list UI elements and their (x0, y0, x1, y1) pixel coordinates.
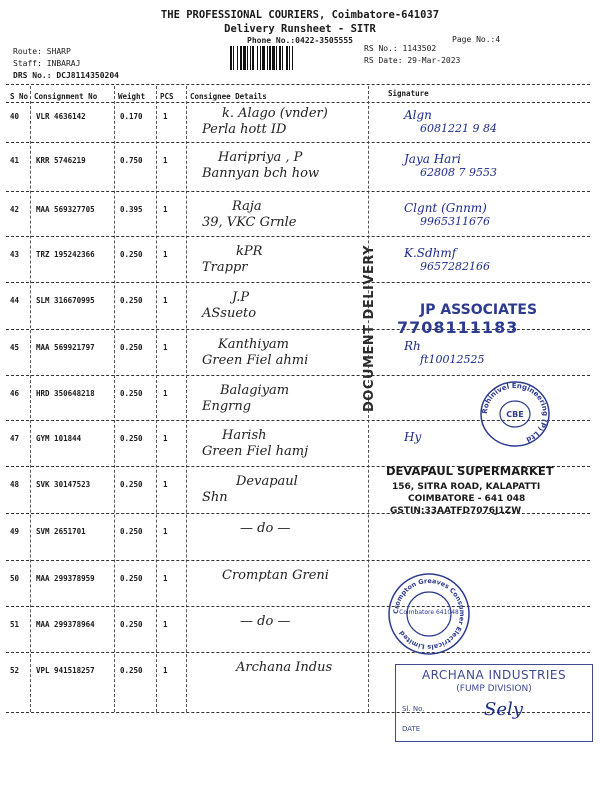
archana-division: (FUMP DIVISION) (456, 684, 532, 694)
row-divider (6, 236, 590, 237)
row-sno: 49 (10, 527, 20, 536)
row-sno: 50 (10, 574, 20, 583)
row-consignment-no: KRR 5746219 (36, 156, 86, 165)
row-consignment-no: SVM 2651701 (36, 527, 86, 536)
archana-date-label: DATE (402, 725, 421, 733)
row-pcs: 1 (163, 389, 168, 398)
row-pcs: 1 (163, 250, 168, 259)
row-consignment-no: MAA 569921797 (36, 343, 95, 352)
row-consignee-name: Haripriya , P (218, 150, 303, 165)
row-sno: 45 (10, 343, 20, 352)
row-pcs: 1 (163, 156, 168, 165)
row-signature: Hy (404, 430, 422, 444)
archana-industries-stamp (395, 664, 593, 742)
document-delivery-stamp: DOCUMENT DELIVERY (361, 244, 377, 412)
row-consignment-no: SLM 316670995 (36, 296, 95, 305)
row-weight: 0.250 (120, 480, 143, 489)
row-weight: 0.250 (120, 343, 143, 352)
row-consignee-address: Shn (202, 490, 228, 505)
row-weight: 0.250 (120, 574, 143, 583)
row-pcs: 1 (163, 343, 168, 352)
row-consignee-name: Balagiyam (220, 383, 290, 398)
route-label: Route: SHARP (13, 47, 71, 56)
row-consignee-name: Archana Indus (236, 660, 333, 675)
runsheet-barcode (230, 46, 350, 70)
row-pcs: 1 (163, 434, 168, 443)
row-sno: 48 (10, 480, 20, 489)
row-consignee-address: Green Fiel ahmi (202, 353, 309, 368)
row-consignee-address: Green Fiel hamj (202, 444, 309, 459)
row-divider (6, 191, 590, 192)
row-divider (6, 560, 590, 561)
header-divider-top (6, 84, 590, 85)
row-pcs: 1 (163, 620, 168, 629)
row-sno: 47 (10, 434, 20, 443)
column-rule (114, 86, 115, 712)
row-divider (6, 142, 590, 143)
column-rule (30, 86, 31, 712)
row-consignment-no: SVK 30147523 (36, 480, 91, 489)
row-consignment-no: HRD 350648218 (36, 389, 95, 398)
row-consignee-name: J.P (232, 290, 250, 305)
row-consignee-address: ASsueto (202, 306, 257, 321)
svg-text:Crompton Greaves Consumer Elec: Crompton Greaves Consumer Electricals Limited (391, 576, 467, 652)
column-rule (156, 86, 157, 712)
row-consignment-no: MAA 299378959 (36, 574, 95, 583)
row-sno: 44 (10, 296, 20, 305)
row-signature-phone: 62808 7 9553 (420, 166, 497, 179)
rs-date: RS Date: 29-Mar-2023 (364, 56, 461, 65)
row-consignee-name: Harish (222, 428, 267, 443)
row-consignment-no: MAA 569327705 (36, 205, 95, 214)
row-sno: 46 (10, 389, 20, 398)
row-consignee-name: — do — (240, 521, 291, 536)
row-sno: 42 (10, 205, 20, 214)
devapaul-name: DEVAPAUL SUPERMARKET (386, 464, 554, 478)
row-signature-phone: ft10012525 (420, 353, 485, 366)
archana-name: ARCHANA INDUSTRIES (421, 668, 567, 682)
row-consignee-address: Perla hott ID (202, 122, 287, 137)
row-weight: 0.170 (120, 112, 143, 121)
row-signature: K.Sdhmf (404, 246, 457, 260)
row-pcs: 1 (163, 666, 168, 675)
row-consignee-name: Devapaul (236, 474, 298, 489)
devapaul-city: COIMBATORE - 641 048 (408, 494, 526, 504)
row-weight: 0.395 (120, 205, 143, 214)
col-consignment: Consignment No (34, 92, 98, 101)
col-consignee-details: Consignee Details (190, 92, 267, 101)
row-pcs: 1 (163, 205, 168, 214)
devapaul-address: 156, SITRA ROAD, KALAPATTI (392, 482, 541, 492)
row-weight: 0.250 (120, 527, 143, 536)
row-signature: Clgnt (Gnnm) (404, 201, 487, 215)
row-consignee-address: Trappr (202, 260, 248, 275)
col-sno: S No (10, 92, 29, 101)
row-consignment-no: VPL 941518257 (36, 666, 95, 675)
row-sno: 43 (10, 250, 20, 259)
row-consignee-name: k. Alago (vnder) (222, 106, 328, 121)
row-sno: 41 (10, 156, 20, 165)
row-weight: 0.250 (120, 620, 143, 629)
row-weight: 0.250 (120, 250, 143, 259)
row-divider (6, 652, 590, 653)
staff-label: Staff: INBARAJ (13, 59, 81, 68)
row-consignee-address: Engrng (202, 399, 252, 414)
row-weight: 0.250 (120, 666, 143, 675)
row-signature-phone: 6081221 9 84 (420, 122, 497, 135)
jp-associates-phone: 7708111183 (397, 318, 519, 337)
row-weight: 0.750 (120, 156, 143, 165)
row-consignment-no: VLR 4636142 (36, 112, 86, 121)
row-sno: 40 (10, 112, 20, 121)
col-signature: Signature (388, 89, 429, 98)
row-consignee-address: Bannyan bch how (202, 166, 320, 181)
column-rule (186, 86, 187, 712)
row-pcs: 1 (163, 527, 168, 536)
row-consignee-name: Kanthiyam (218, 337, 290, 352)
company-title: THE PROFESSIONAL COURIERS, Coimbatore-641037 (160, 9, 440, 21)
header-divider-bottom (6, 102, 590, 103)
row-consignment-no: MAA 299378964 (36, 620, 95, 629)
row-consignment-no: GYM 101844 (36, 434, 82, 443)
row-pcs: 1 (163, 296, 168, 305)
rs-number: RS No.: 1143502 (364, 44, 437, 53)
devapaul-gstin: GSTIN:33AATFD7076J1ZW (390, 506, 522, 516)
row-signature-phone: 9657282166 (420, 260, 490, 273)
jp-associates-name: JP ASSOCIATES (420, 302, 538, 318)
row-pcs: 1 (163, 112, 168, 121)
row-consignment-no: TRZ 195242366 (36, 250, 95, 259)
row-divider (6, 282, 590, 283)
rohinivel-engineering-seal (470, 378, 560, 450)
row-consignee-address: 39, VKC Grnle (202, 215, 297, 230)
row-weight: 0.250 (120, 434, 143, 443)
svg-text:Coimbatore 641048: Coimbatore 641048 (399, 609, 459, 616)
runsheet-title: Delivery Runsheet - SITR (224, 23, 376, 35)
col-weight: Weight (118, 92, 146, 101)
drs-number: DRS No.: DCJ8114350204 (13, 71, 119, 80)
row-pcs: 1 (163, 574, 168, 583)
archana-signature: Sely (484, 699, 523, 720)
row-signature-phone: 9965311676 (420, 215, 490, 228)
svg-text:CBE: CBE (506, 410, 524, 419)
row-signature: Algn (404, 108, 432, 122)
row-signature: Rh (404, 339, 421, 353)
row-consignee-name: — do — (240, 614, 291, 629)
row-divider (6, 606, 590, 607)
row-consignee-name: Cromptan Greni (222, 568, 329, 583)
row-sno: 52 (10, 666, 20, 675)
row-consignee-name: Raja (232, 199, 262, 214)
page-number: Page No.:4 (452, 35, 501, 44)
row-weight: 0.250 (120, 296, 143, 305)
archana-serial-label: Sl. No. (402, 705, 425, 713)
row-consignee-name: kPR (236, 244, 263, 259)
row-pcs: 1 (163, 480, 168, 489)
svg-text:Rohinivel Engineering (P) Ltd: Rohinivel Engineering (P) Ltd (480, 381, 550, 444)
row-divider (6, 375, 590, 376)
row-sno: 51 (10, 620, 20, 629)
row-weight: 0.250 (120, 389, 143, 398)
row-signature: Jaya Hari (404, 152, 461, 166)
phone-number: Phone No.:0422-3505555 (247, 36, 353, 45)
crompton-greaves-seal (384, 572, 474, 656)
col-pcs: PCS (160, 92, 174, 101)
